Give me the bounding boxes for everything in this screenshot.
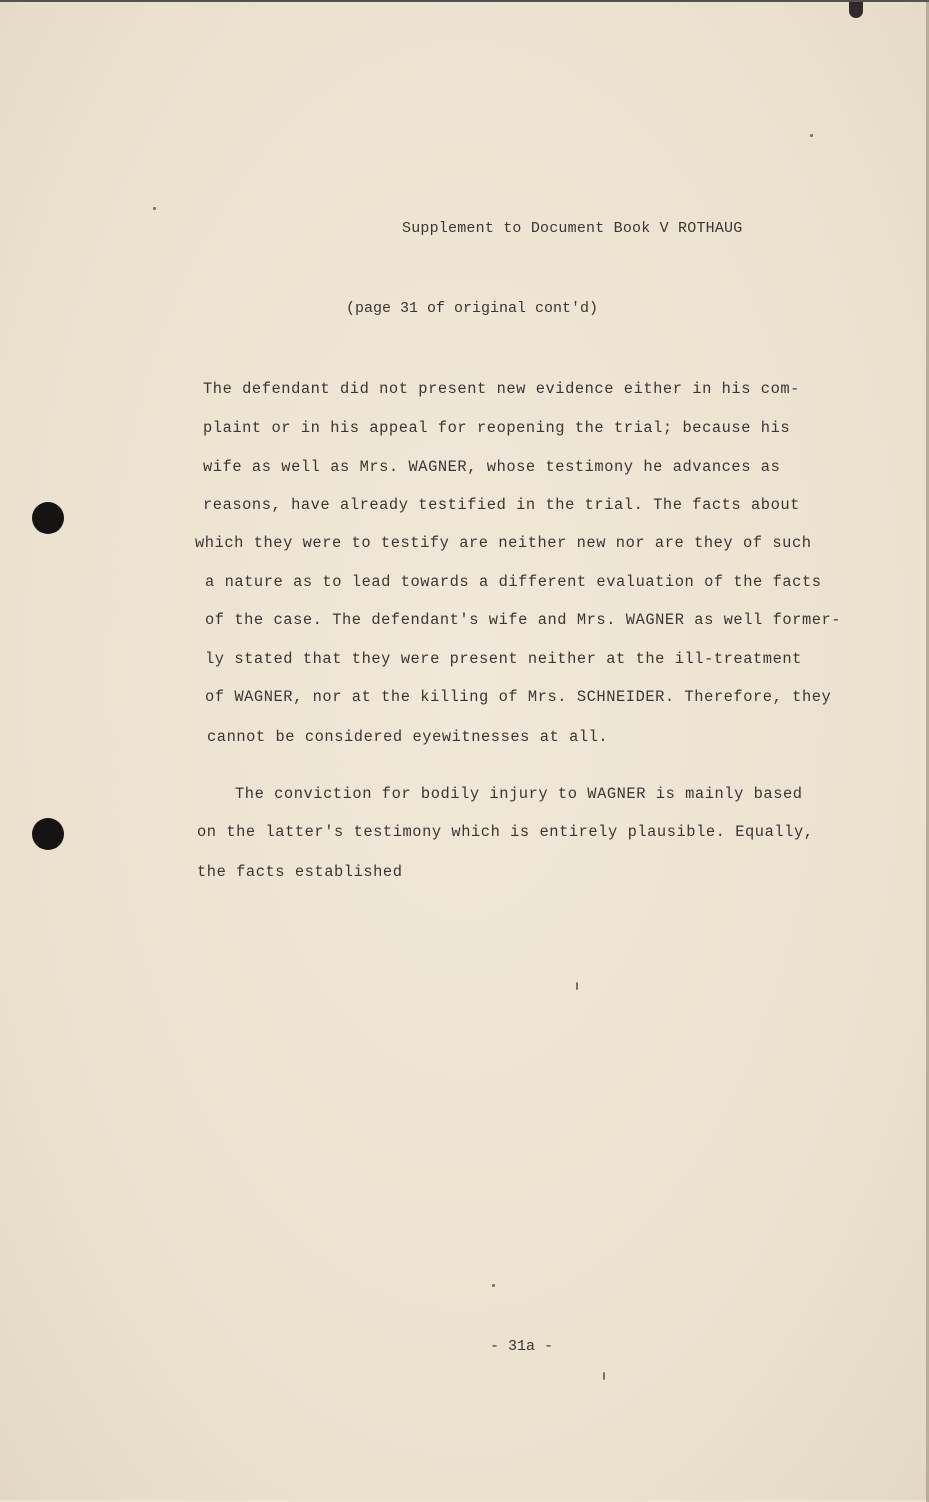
text-line: reasons, have already testified in the trial. The facts about [203,496,800,514]
punch-hole-bottom [32,818,64,850]
text-line: The conviction for bodily injury to WAGNER is mainly based [235,785,803,803]
text-line: cannot be considered eyewitnesses at all. [207,728,609,746]
text-line: wife as well as Mrs. WAGNER, whose testimony he advances as [203,458,781,476]
document-subheader: (page 31 of original cont'd) [346,300,599,317]
page-number: - 31a - [490,1338,554,1355]
text-line: plaint or in his appeal for reopening the trial; because his [203,419,791,437]
text-line: of WAGNER, nor at the killing of Mrs. SCHNEIDER. Therefore, they [205,688,832,706]
text-line: a nature as to lead towards a different evaluation of the facts [205,573,822,591]
text-line: of the case. The defendant's wife and Mrs. WAGNER as well former- [205,611,842,629]
paper-speck [153,207,156,210]
text-line: The defendant did not present new evidence either in his com- [203,380,800,398]
corner-mark [849,2,863,18]
paper-speck [492,1284,495,1287]
paper-speck [603,1372,605,1380]
text-line: on the latter's testimony which is entirely plausible. Equally, [197,823,814,841]
document-header: Supplement to Document Book V ROTHAUG [402,220,743,237]
punch-hole-top [32,502,64,534]
text-line: ly stated that they were present neither at the ill-treatment [205,650,802,668]
text-line: which they were to testify are neither new nor are they of such [195,534,812,552]
text-line: the facts established [197,863,403,881]
paper-speck [576,982,578,990]
paper-speck [810,134,813,137]
